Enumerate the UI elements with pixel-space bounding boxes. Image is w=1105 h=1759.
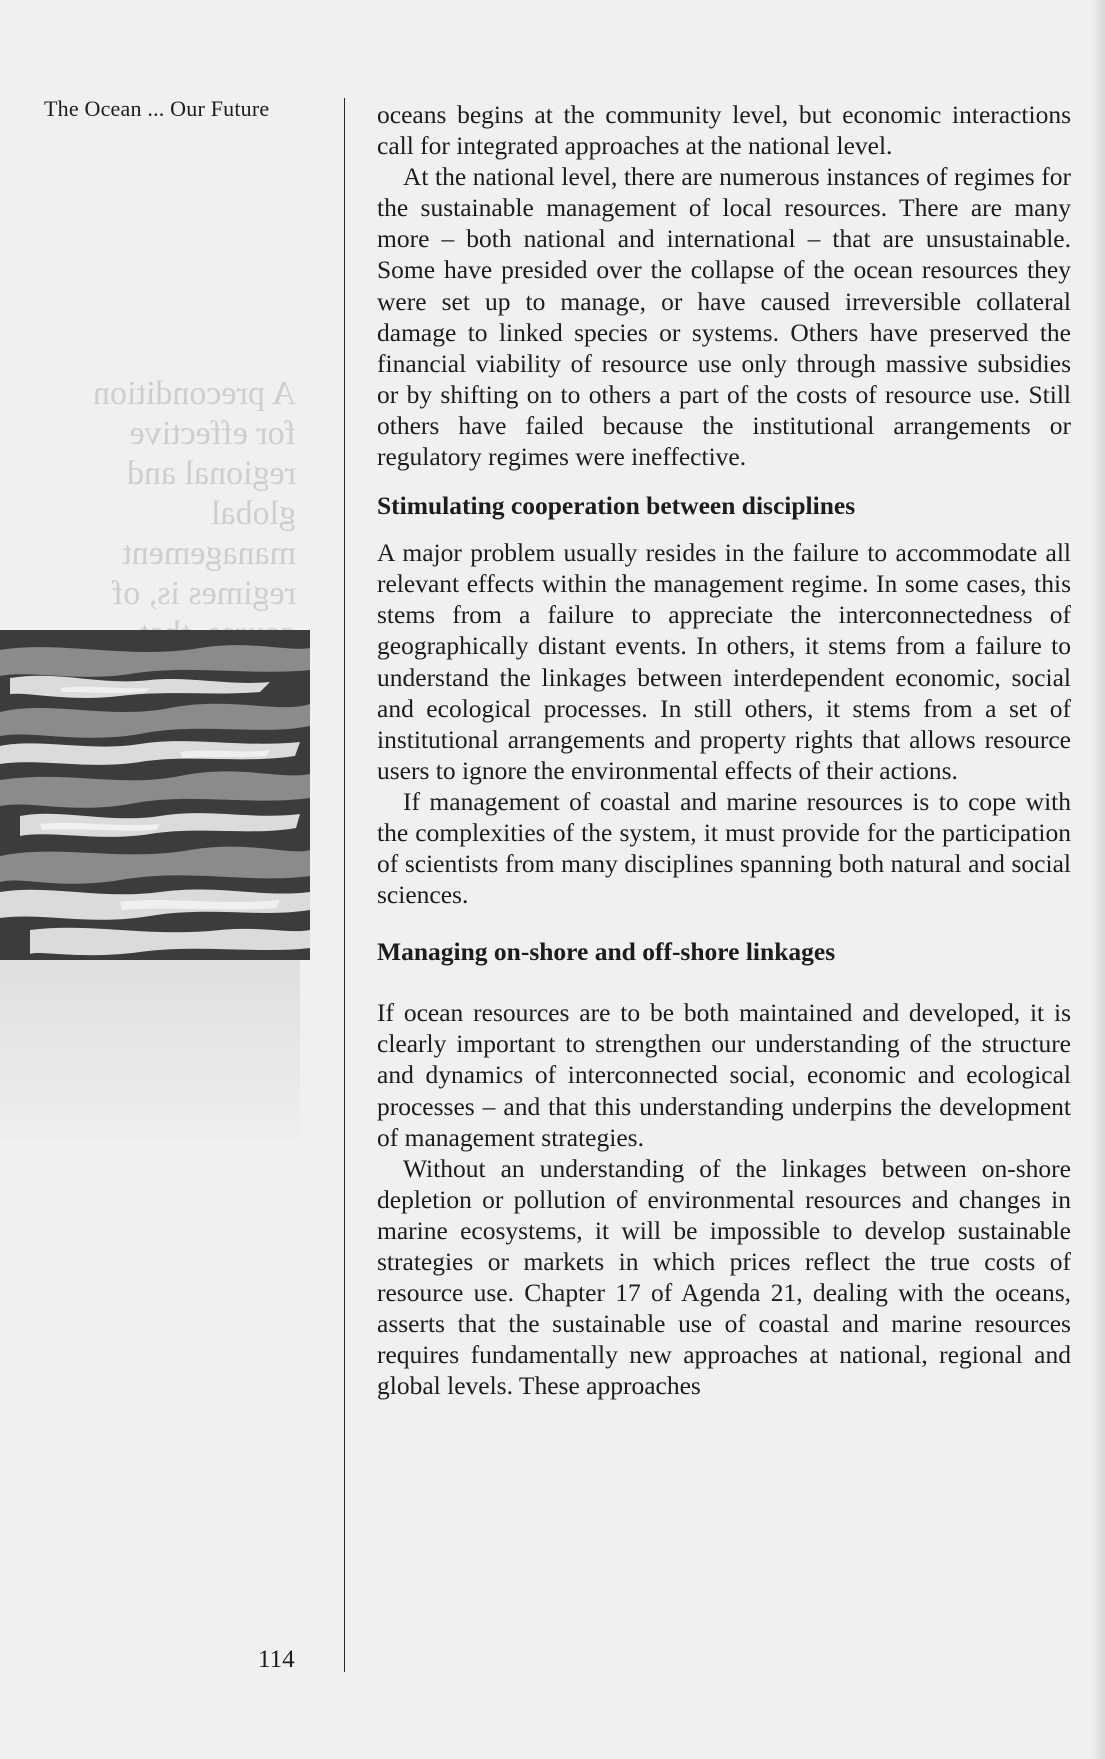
section-heading-linkages: Managing on-shore and off-shore linkages bbox=[377, 937, 836, 967]
pullquote-bleed-through: A precondition for effective regional and global management regimes is, of bbox=[92, 375, 296, 612]
paragraph-national-regimes: At the national level, there are numerous instances of regimes for the sustainable management of local resources. There are many more – both national and international – that are unsustainable. Some have presided over the collapse of the ocean resources they were set up to manage, or have caused irreversible collateral damage to linked species or systems. Others have preserved the financial viability of resource use only through massive subsidies or by shifting on to others a part of the costs of resource use. Still others have failed because the institutional arrangements or regulatory regimes were ineffective. bbox=[377, 162, 1071, 472]
column-divider bbox=[344, 98, 345, 1672]
running-header: The Ocean ... Our Future bbox=[44, 96, 270, 121]
paragraph-major-problem: A major problem usually resides in the failure to accommodate all relevant effects within the management regime. In some cases, this stems from a failure to appreciate the interconnectedness of geographically distant events. In others, it stems from a failure to understand the linkages between interdependent economic, social and ecological processes. In still others, it stems from a set of institutional arrangements and property rights that allows resource users to ignore the environmental effects of their actions. bbox=[377, 538, 1071, 785]
ocean-wave-photo bbox=[0, 630, 310, 960]
paragraph-continued: oceans begins at the community level, but economic interactions call for integrated approaches at the national level. bbox=[377, 100, 1071, 161]
section-heading-disciplines: Stimulating cooperation between disciplines bbox=[377, 491, 856, 521]
paragraph-without-understanding: Without an understanding of the linkages between on-shore depletion or pollution of environmental resources and changes in marine ecosystems, it will be impossible to develop sustainable strategies or markets in which prices reflect the true costs of resource use. Chapter 17 of Agenda 21, dealing with the oceans, asserts that the sustainable use of coastal and marine resources requires fundamentally new approaches at national, regional and global levels. These approaches bbox=[377, 1153, 1071, 1401]
page-edge-shadow bbox=[1091, 0, 1105, 1759]
paragraph-ocean-resources: If ocean resources are to be both maintained and developed, it is clearly important to strengthen our understanding of the structure and dynamics of interconnected social, economic and ecological processes – and that this understanding underpins the development of management strategies. bbox=[377, 998, 1071, 1152]
paragraph-scientists: If management of coastal and marine resources is to cope with the complexities of the system, it must provide for the participation of scientists from many disciplines spanning both natural and social sciences. bbox=[377, 786, 1071, 910]
main-text-column bbox=[377, 99, 1071, 1401]
page-number: 114 bbox=[258, 1646, 295, 1673]
photo-bleed-shadow bbox=[0, 960, 300, 1140]
